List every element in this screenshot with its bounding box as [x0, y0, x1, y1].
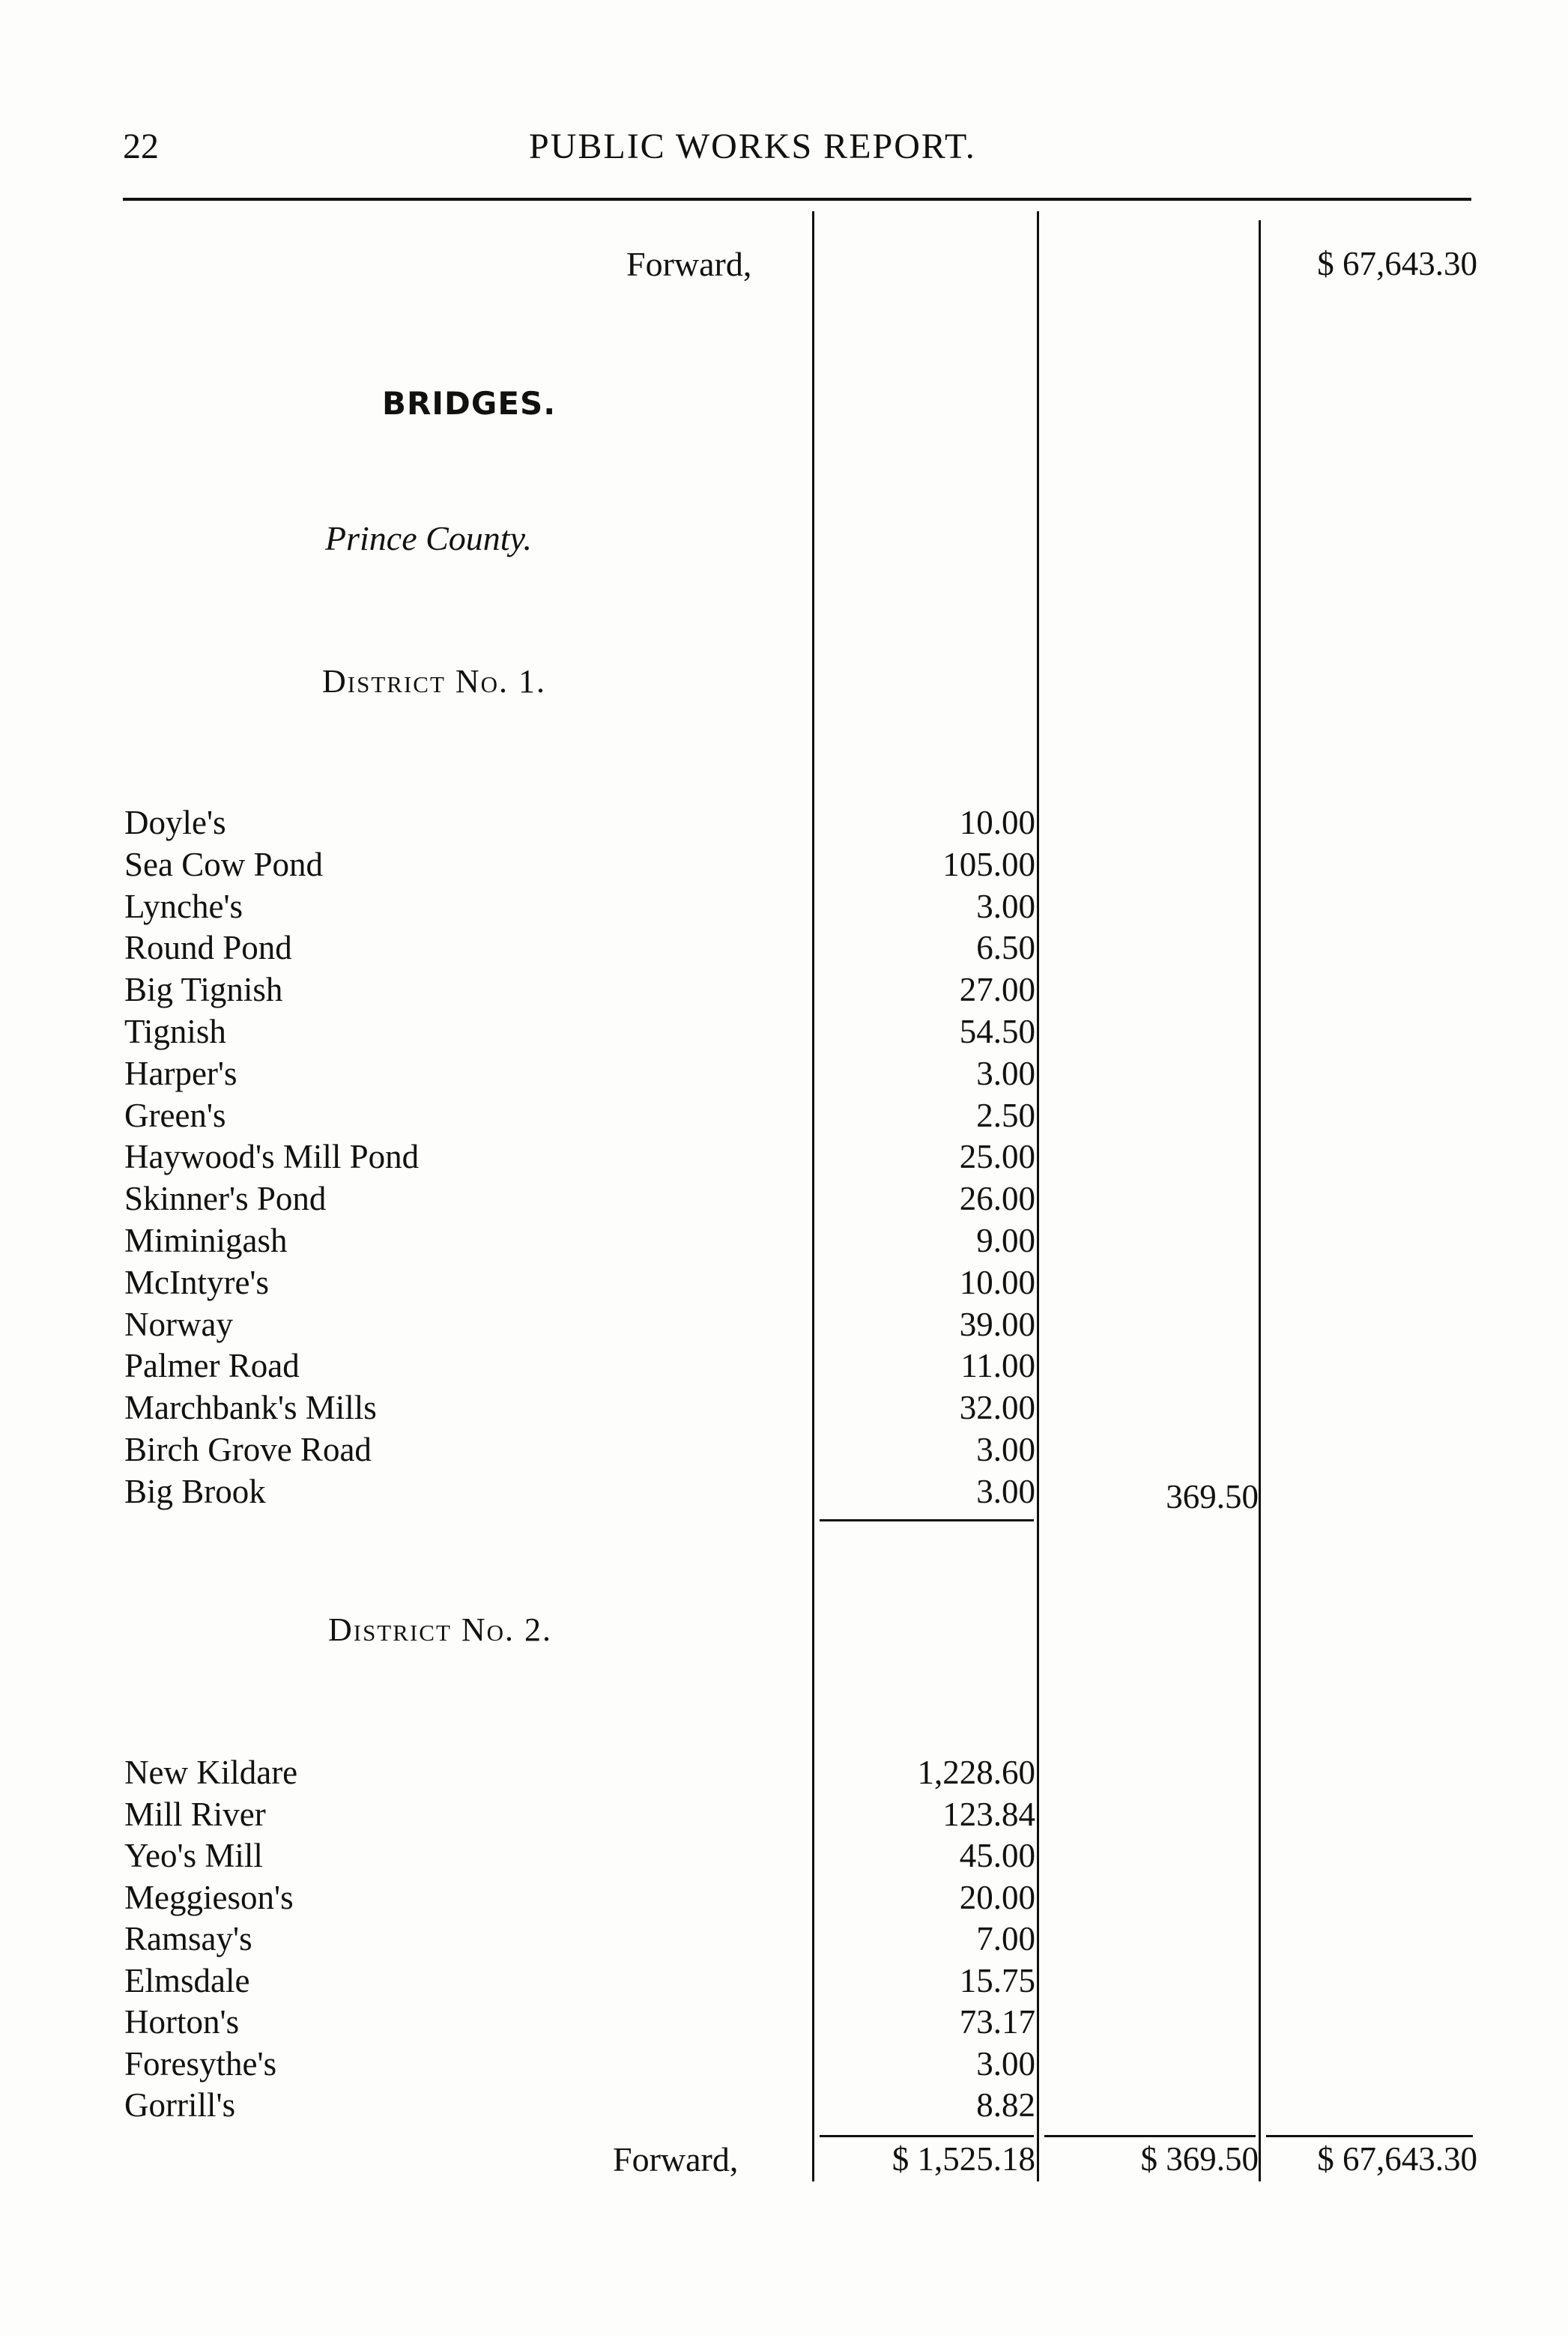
- item-amount: 10.00: [959, 804, 1035, 841]
- item-name: Ramsay's: [124, 1920, 252, 1957]
- item-name: McIntyre's: [124, 1263, 270, 1301]
- item-name: Skinner's Pond: [124, 1180, 327, 1218]
- forward-total-top: $ 67,643.30: [1317, 245, 1477, 282]
- item-amount: 6.50: [976, 929, 1035, 967]
- item-amount: 26.00: [959, 1180, 1035, 1218]
- item-amount: 3.00: [976, 1472, 1035, 1510]
- item-amount: 123.84: [942, 1795, 1035, 1833]
- item-name: New Kildare: [124, 1754, 298, 1791]
- item-name: Norway: [124, 1305, 233, 1343]
- county-heading: Prince County.: [325, 519, 532, 557]
- page-number: 22: [123, 127, 159, 166]
- item-name: Sea Cow Pond: [124, 845, 324, 883]
- item-amount: 39.00: [959, 1305, 1035, 1343]
- item-amount: 105.00: [942, 845, 1035, 883]
- item-name: Lynche's: [124, 887, 243, 925]
- forward-col3: $ 67,643.30: [1317, 2140, 1477, 2178]
- forward-label-top: Forward,: [626, 245, 752, 283]
- district-2-heading: District No. 2.: [328, 1611, 553, 1648]
- column-rule-3: [1259, 220, 1261, 2181]
- item-amount: 8.82: [976, 2086, 1035, 2124]
- item-amount: 25.00: [959, 1138, 1035, 1176]
- item-amount: 10.00: [959, 1263, 1035, 1301]
- district-1-subtotal: 369.50: [1166, 1478, 1259, 1515]
- forward-rule-1: [820, 2135, 1034, 2137]
- header-rule: [123, 198, 1471, 201]
- item-amount: 3.00: [976, 1431, 1035, 1468]
- item-amount: 27.00: [959, 971, 1035, 1009]
- forward-col1: $ 1,525.18: [892, 2140, 1035, 2178]
- item-amount: 3.00: [976, 887, 1035, 925]
- item-amount: 1,228.60: [917, 1754, 1035, 1791]
- item-amount: 32.00: [959, 1389, 1035, 1427]
- item-name: Miminigash: [124, 1222, 288, 1259]
- item-name: Mill River: [124, 1795, 266, 1833]
- item-name: Haywood's Mill Pond: [124, 1138, 420, 1176]
- item-name: Tignish: [124, 1013, 226, 1050]
- item-name: Green's: [124, 1096, 226, 1134]
- district-1-heading: District No. 1.: [322, 663, 547, 700]
- item-amount: 11.00: [960, 1347, 1035, 1385]
- item-amount: 73.17: [959, 2003, 1035, 2041]
- forward-col2: $ 369.50: [1140, 2140, 1259, 2178]
- item-amount: 54.50: [959, 1013, 1035, 1050]
- item-name: Elmsdale: [124, 1961, 250, 1999]
- item-name: Foresythe's: [124, 2044, 277, 2083]
- item-amount: 9.00: [976, 1222, 1035, 1259]
- district-1-sum-rule: [820, 1519, 1034, 1521]
- item-name: Yeo's Mill: [124, 1837, 263, 1874]
- forward-label-bottom: Forward,: [613, 2140, 739, 2178]
- forward-rule-2: [1044, 2135, 1256, 2137]
- item-name: Round Pond: [124, 929, 292, 967]
- item-name: Palmer Road: [124, 1347, 300, 1385]
- item-name: Gorrill's: [124, 2086, 236, 2124]
- item-name: Big Tignish: [124, 971, 283, 1009]
- forward-rule-3: [1266, 2135, 1473, 2137]
- column-rule-2: [1037, 211, 1039, 2181]
- item-amount: 15.75: [959, 1961, 1035, 1999]
- item-name: Horton's: [124, 2003, 240, 2041]
- item-amount: 2.50: [976, 1096, 1035, 1134]
- item-amount: 3.00: [976, 1054, 1035, 1092]
- item-amount: 3.00: [976, 2044, 1035, 2083]
- item-name: Big Brook: [124, 1472, 266, 1510]
- page-title: PUBLIC WORKS REPORT.: [529, 127, 976, 166]
- item-amount: 20.00: [959, 1878, 1035, 1916]
- item-amount: 7.00: [976, 1920, 1035, 1957]
- item-name: Birch Grove Road: [124, 1431, 372, 1468]
- item-name: Marchbank's Mills: [124, 1389, 377, 1427]
- section-title: BRIDGES.: [382, 385, 557, 422]
- item-name: Harper's: [124, 1054, 237, 1092]
- item-name: Meggieson's: [124, 1878, 294, 1916]
- item-name: Doyle's: [124, 804, 226, 841]
- item-amount: 45.00: [959, 1837, 1035, 1874]
